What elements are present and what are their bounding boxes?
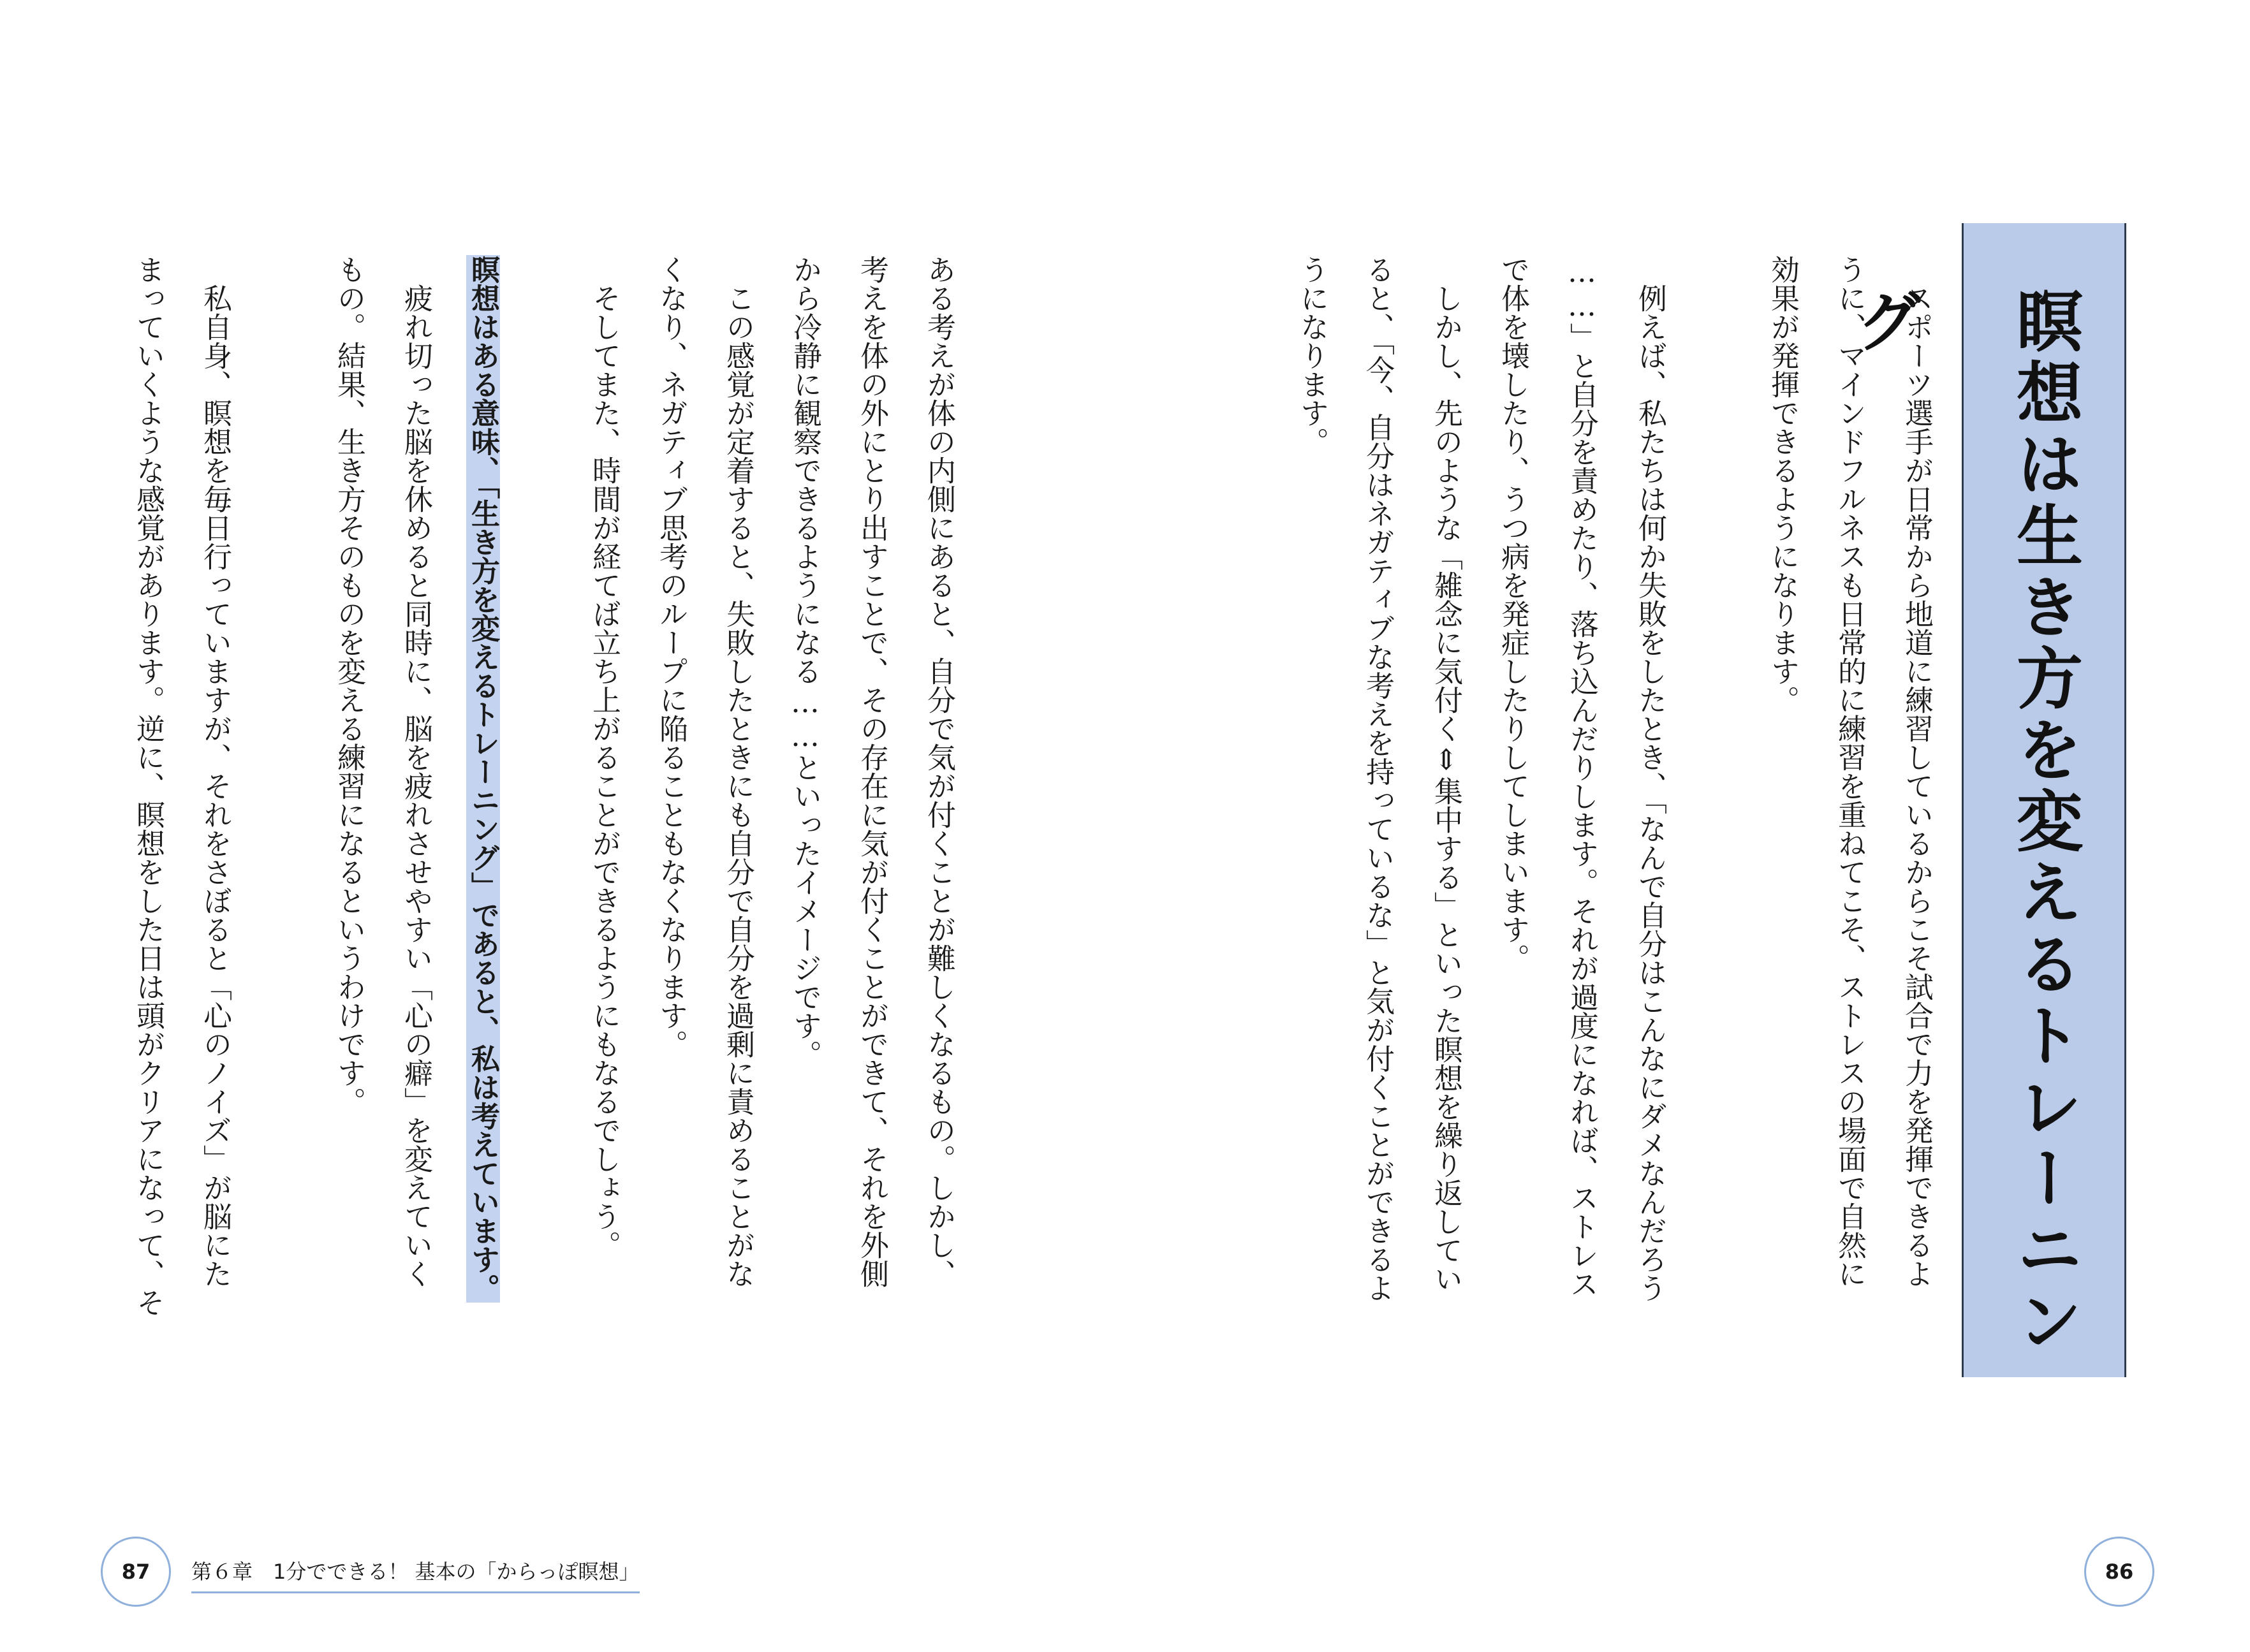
body-line: まっていくような感覚があります。逆に、瞑想をした日は頭がクリアになって、そ: [131, 255, 165, 1317]
highlighted-statement: 瞑想はある意味、「生き方を変えるトレーニング」であると、私は考えています。: [466, 255, 500, 1303]
body-line: くなり、ネガティブ思考のループに陥ることもなくなります。: [654, 255, 688, 1058]
body-line: から冷静に観察できるようになる……といったイメージです。: [788, 255, 822, 1069]
chapter-title: 第６章 1分でできる！ 基本の「からっぽ瞑想」: [191, 1556, 640, 1593]
body-line: 疲れ切った脳を休めると同時に、脳を疲れさせやすい「心の癖」を変えていく: [399, 255, 433, 1288]
body-line: ある考えが体の内側にあると、自分で気が付くことが難しくなるもの。しかし、: [922, 255, 956, 1288]
body-line: 考えを体の外にとり出すことで、その存在に気が付くことができて、それを外側: [855, 255, 889, 1288]
body-line: もの。結果、生き方そのものを変える練習になるというわけです。: [332, 255, 366, 1116]
highlight-line: [450, 255, 517, 1303]
body-line: そしてまた、時間が経てば立ち上がることができるようにもなるでしょう。: [587, 255, 621, 1259]
page-number-right: 86: [2084, 1537, 2154, 1607]
body-line: ……」と自分を責めたり、落ち込んだりします。それが過度になれば、ストレス: [1565, 255, 1599, 1298]
body-line: 効果が発揮できるようになります。: [1766, 255, 1800, 714]
section-heading: 瞑想は生き方を変えるトレーニング: [1844, 287, 2083, 1358]
body-line: この感覚が定着すると、失敗したときにも自分で自分を過剰に責めることがな: [721, 255, 755, 1288]
body-line: しかし、先のような「雑念に気付く⇕集中する」といった瞑想を繰り返してい: [1429, 255, 1463, 1293]
body-line: で体を壊したり、うつ病を発症したりしてしまいます。: [1496, 255, 1530, 972]
body-line: うに、マインドフルネスも日常的に練習を重ねてこそ、ストレスの場面で自然に: [1833, 255, 1867, 1288]
body-line: 例えば、私たちは何か失敗をしたとき、「なんで自分はこんなにダメなんだろう: [1633, 255, 1667, 1303]
body-line: 私自身、瞑想を毎日行っていますが、それをさぼると「心のノイズ」が脳にた: [198, 255, 232, 1288]
page-number-left: 87: [101, 1537, 171, 1607]
body-line: ると、「今、自分はネガティブな考えを持っているな」と気が付くことができるよ: [1361, 255, 1395, 1303]
body-line: うになります。: [1295, 255, 1329, 456]
body-line: スポーツ選手が日常から地道に練習しているからこそ試合で力を発揮できるよ: [1900, 255, 1934, 1288]
